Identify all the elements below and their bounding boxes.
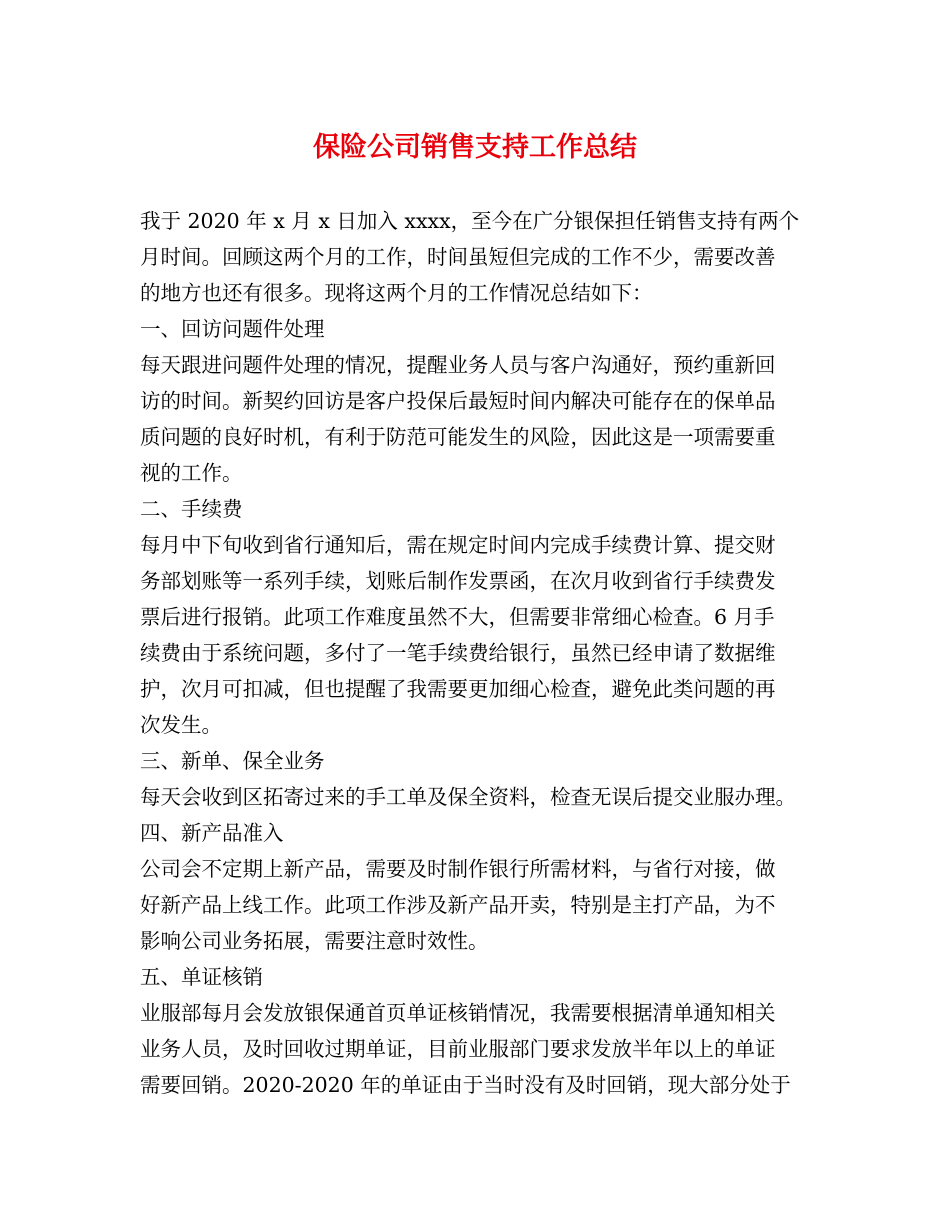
paragraph-line: 访的时间。新契约回访是客户投保后最短时间内解决可能存在的保单品	[140, 389, 776, 413]
paragraph-line: 票后进行报销。此项工作难度虽然不大，但需要非常细心检查。6 月手	[140, 605, 775, 629]
paragraph-line: 视的工作。	[140, 461, 243, 485]
section-heading: 四、新产品准入	[140, 821, 284, 845]
paragraph-line: 务部划账等一系列手续，划账后制作发票函，在次月收到省行手续费发	[140, 569, 776, 593]
paragraph-line: 每月中下旬收到省行通知后，需在规定时间内完成手续费计算、提交财	[140, 533, 776, 557]
paragraph-line: 公司会不定期上新产品，需要及时制作银行所需材料，与省行对接，做	[140, 857, 776, 881]
paragraph-line: 影响公司业务拓展，需要注意时效性。	[140, 929, 489, 953]
paragraph-line: 续费由于系统问题，多付了一笔手续费给银行，虽然已经申请了数据维	[140, 641, 776, 665]
paragraph-line: 我于 2020 年 x 月 x 日加入 xxxx，至今在广分银保担任销售支持有两个	[140, 209, 800, 233]
paragraph-line: 质问题的良好时机，有利于防范可能发生的风险，因此这是一项需要重	[140, 425, 776, 449]
section-heading: 二、手续费	[140, 497, 243, 521]
section-heading: 三、新单、保全业务	[140, 749, 325, 773]
section-heading: 一、回访问题件处理	[140, 317, 325, 341]
paragraph-line: 需要回销。2020-2020 年的单证由于当时没有及时回销，现大部分处于	[140, 1073, 791, 1097]
paragraph-line: 护，次月可扣减，但也提醒了我需要更加细心检查，避免此类问题的再	[140, 677, 776, 701]
paragraph-line: 的地方也还有很多。现将这两个月的工作情况总结如下：	[140, 281, 653, 305]
paragraph-line: 好新产品上线工作。此项工作涉及新产品开卖，特别是主打产品，为不	[140, 893, 776, 917]
document-body	[140, 203, 820, 1103]
paragraph-line: 业服部每月会发放银保通首页单证核销情况，我需要根据清单通知相关	[140, 1001, 776, 1025]
paragraph-line: 业务人员，及时回收过期单证，目前业服部门要求发放半年以上的单证	[140, 1037, 776, 1061]
section-heading: 五、单证核销	[140, 965, 263, 989]
paragraph-line: 每天会收到区拓寄过来的手工单及保全资料，检查无误后提交业服办理。	[140, 785, 796, 809]
document-title: 保险公司销售支持工作总结	[313, 132, 637, 163]
paragraph-line: 每天跟进问题件处理的情况，提醒业务人员与客户沟通好，预约重新回	[140, 353, 776, 377]
paragraph-line: 月时间。回顾这两个月的工作，时间虽短但完成的工作不少，需要改善	[140, 245, 776, 269]
paragraph-line: 次发生。	[140, 713, 222, 737]
